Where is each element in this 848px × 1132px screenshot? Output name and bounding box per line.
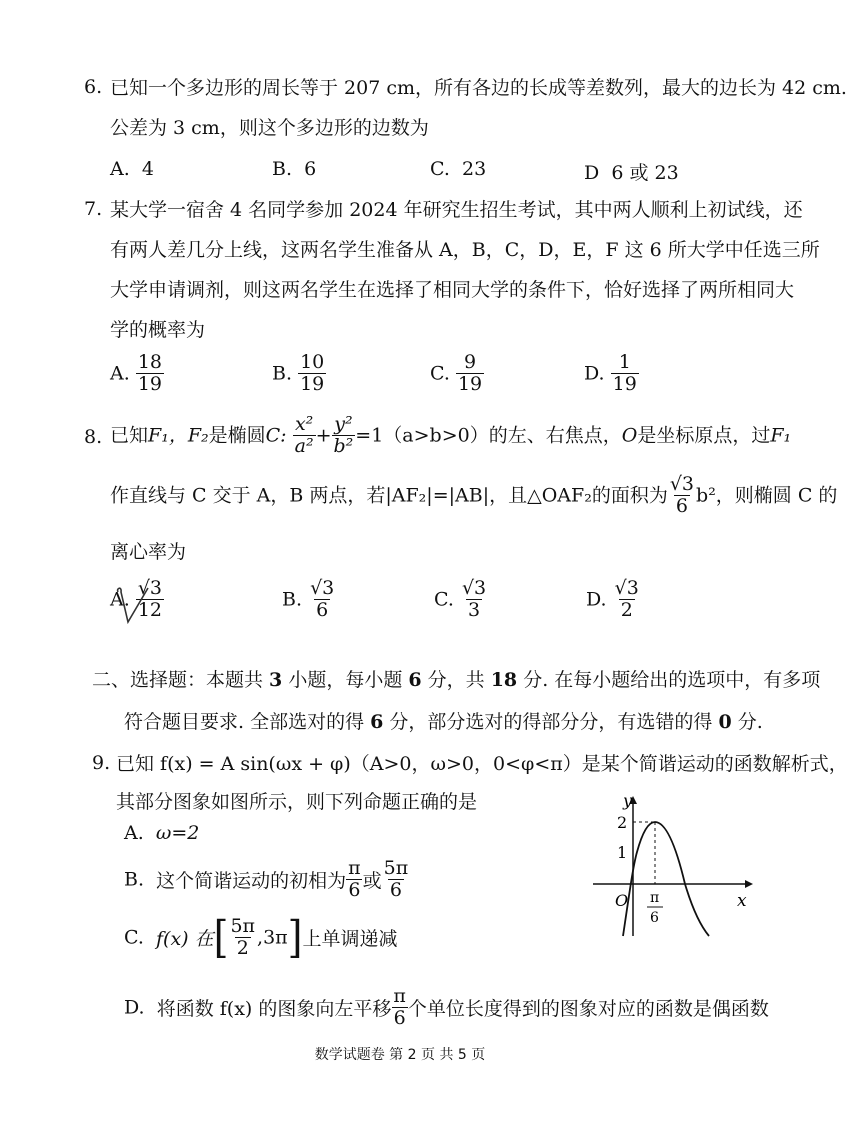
q6-option-d: D 6 或 23	[584, 162, 679, 184]
q9-option-c-frac: $\frac{5\pi}{2}$	[230, 915, 256, 959]
q8-option-b: B. $\frac{√3}{6}$	[282, 577, 335, 621]
q8-frac-y2-b2: $\frac{\text{y²}}{\text{b²}}$	[333, 413, 354, 457]
q9-option-b-frac2: $\frac{5\pi}{6}$	[383, 857, 409, 901]
q7-option-b-fraction: $\frac{10}{19}$	[300, 351, 325, 395]
q6-option-b: B. 6	[272, 158, 317, 180]
tick-y-2: 2	[617, 813, 628, 832]
q9-option-d: D. 将函数 f(x) 的图象向左平移 $\frac{\pi}{6}$ 个单位长度得到的图象对应的函数是偶函数	[124, 985, 769, 1029]
q8-frac-x2-a2: $\frac{\text{x²}}{\text{a²}}$	[294, 413, 314, 457]
q9-line1: 已知 f(x) = A sin(ωx + φ)（A>0，ω>0，0<φ<π）是某个简谐运动的函数解析式，	[116, 753, 848, 775]
section2-line1: 二、选择题：本题共 3 小题，每小题 6 分，共 18 分. 在每小题给出的选项中，有多项	[92, 669, 821, 691]
q7-line2: 有两人差几分上线，这两名学生准备从 A，B，C，D，E，F 这 6 所大学中任选三所	[110, 239, 820, 261]
q8-line2: 作直线与 C 交于 A，B 两点，若|AF₂|=|AB|，且△OAF₂的面积为 $\frac{√3}{6}$ b²，则椭圆 C 的	[110, 473, 838, 517]
q9-number: 9.	[92, 752, 111, 774]
q9-option-c: C. f(x) 在[ $\frac{5\pi}{2}$ ,3π]上单调递减	[124, 912, 398, 963]
q9-option-b-frac1: $\frac{\pi}{6}$	[348, 857, 361, 901]
q8-option-b-fraction: $\frac{√3}{6}$	[310, 577, 335, 621]
section2-line2: 符合题目要求. 全部选对的得 6 分，部分选对的得部分分，有选错的得 0 分.	[124, 711, 763, 733]
q8-number: 8.	[84, 426, 103, 448]
q6-number: 6.	[84, 76, 103, 98]
q8-frac-sqrt3-6: $\frac{√3}{6}$	[669, 473, 695, 517]
q7-number: 7.	[84, 198, 103, 220]
sine-curve	[623, 822, 709, 936]
q7-option-c-fraction: $\frac{9}{19}$	[457, 351, 483, 395]
q7-option-b: B. $\frac{10}{19}$	[272, 351, 325, 395]
q8-option-c-fraction: $\frac{√3}{3}$	[461, 577, 487, 621]
q8-option-d-fraction: $\frac{√3}{2}$	[614, 577, 639, 621]
q6-line1: 已知一个多边形的周长等于 207 cm，所有各边的长成等差数列，最大的边长为 42 cm.	[110, 77, 847, 99]
q7-option-a-fraction: $\frac{18}{19}$	[137, 351, 162, 395]
q9-option-d-frac: $\frac{\pi}{6}$	[393, 985, 406, 1029]
sine-graph	[585, 786, 755, 946]
x-axis-arrow	[745, 880, 753, 888]
tick-x-den: 6	[650, 910, 659, 926]
y-axis-label: y	[623, 791, 633, 810]
q9-option-b: B. 这个简谐运动的初相为 $\frac{\pi}{6}$ 或 $\frac{5\pi}{6}$	[124, 857, 409, 901]
page-footer: 数学试题卷 第 2 页 共 5 页	[314, 1047, 486, 1063]
q7-line4: 学的概率为	[110, 319, 206, 341]
q9-option-a: A. ω=2	[124, 822, 200, 844]
q8-option-d: D. $\frac{√3}{2}$	[586, 577, 639, 621]
x-axis-label: x	[737, 891, 747, 911]
q8-option-a-fraction: $\frac{√3}{12}$	[137, 577, 163, 621]
tick-y-1: 1	[617, 843, 628, 862]
q7-option-d: D. $\frac{1}{19}$	[584, 351, 637, 395]
tick-x-num: π	[650, 890, 660, 906]
q7-option-a: A. $\frac{18}{19}$	[110, 351, 162, 395]
q6-option-c: C. 23	[430, 158, 487, 180]
q8-line3: 离心率为	[110, 541, 187, 563]
q7-line3: 大学申请调剂，则这两名学生在选择了相同大学的条件下，恰好选择了两所相同大	[110, 279, 795, 301]
q9-line2: 其部分图象如图所示，则下列命题正确的是	[116, 791, 478, 813]
q8-line1: 已知F₁，F₂是椭圆C: $\frac{\text{x²}}{\text{a²}}$ + $\frac{\text{y²}}{\text{b²}}$ =1（a>b>0）的左、右焦点，O是坐标原点，过F₁	[110, 413, 792, 457]
q6-option-a: A. 4	[110, 158, 154, 180]
q8-option-c: C. $\frac{√3}{3}$	[434, 577, 487, 621]
q7-line1: 某大学一宿舍 4 名同学参加 2024 年研究生招生考试，其中两人顺利上初试线，还	[110, 199, 803, 221]
q8-option-a: A. $\frac{√3}{12}$	[110, 577, 163, 621]
handwritten-check-mark	[112, 584, 152, 628]
q7-option-d-fraction: $\frac{1}{19}$	[612, 351, 637, 395]
origin-label: O	[615, 891, 629, 910]
q7-option-c: C. $\frac{9}{19}$	[430, 351, 483, 395]
q6-line2: 公差为 3 cm，则这个多边形的边数为	[110, 117, 429, 139]
